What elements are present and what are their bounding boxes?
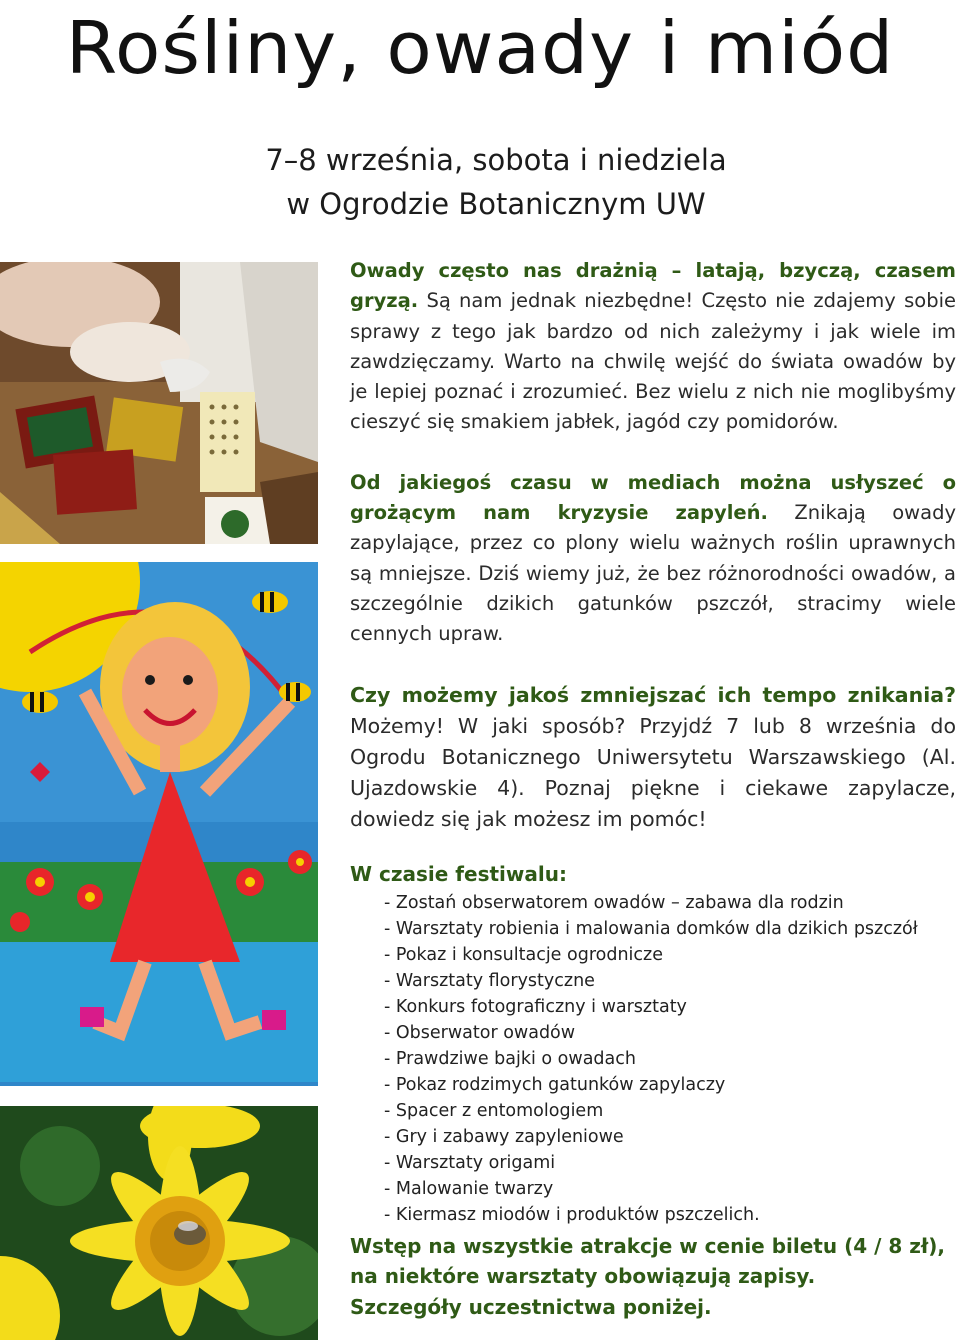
page-title: Rośliny, owady i miód [65,6,895,90]
festival-list [350,890,956,1228]
intro-paragraph [350,256,956,438]
event-date-line: 7–8 września, sobota i niedziela [265,143,727,177]
invite-paragraph [350,680,956,835]
list-item: - Malowanie twarzy [384,1178,554,1199]
admission-line-details: Szczegóły uczestnictwa poniżej. [350,1294,712,1319]
crisis-paragraph [350,468,956,650]
list-item: - Prawdziwe bajki o owadach [384,1048,636,1069]
list-item: - Pokaz rodzimych gatunków zapylaczy [384,1074,726,1095]
invite-text: Możemy! W jaki sposób? Przyjdź 7 lub 8 września do Ogrodu Botanicznego Uniwersytetu Warszawskiego (Al. Ujazdowskie 4). Poznaj piękne i ciekawe zapylacze, dowiedz się jak możesz im pomóc! [350,713,956,831]
list-item: - Spacer z entomologiem [384,1100,604,1121]
intro-bold: Owady często nas drażnią – latają, bzyczą, czasem gryzą. [350,259,956,313]
flower-bee-photo [0,1106,318,1340]
crisis-text: Znikają owady zapylające, przez co plony wielu ważnych roślin uprawnych są mniejsze. Dziś wiemy już, że bez różnorodności owadów, a szczególnie dzikich gatunków pszczół, stracimy wiele cennych upraw. [350,501,956,646]
festival-heading: W czasie festiwalu: [350,861,567,886]
list-item: - Pokaz i konsultacje ogrodnicze [384,944,663,965]
list-item: - Warsztaty origami [384,1152,556,1173]
list-item: - Kiermasz miodów i produktów pszczelich. [384,1204,760,1225]
admission-line-registration: na niektóre warsztaty obowiązują zapisy. [350,1264,816,1289]
workshop-photo [0,262,318,544]
event-dates [160,138,832,226]
child-drawing [0,562,318,1086]
invite-bold: Czy możemy jakoś zmniejszać ich tempo znikania? [350,682,956,707]
list-item: - Obserwator owadów [384,1022,576,1043]
photo-column [0,262,318,1340]
list-item: - Zostań obserwatorem owadów – zabawa dla rodzin [384,892,844,913]
main-text-column [350,256,956,1322]
admission-line-price: Wstęp na wszystkie atrakcje w cenie biletu (4 / 8 zł), [350,1233,946,1258]
list-item: - Warsztaty florystyczne [384,970,595,991]
intro-text: Są nam jednak niezbędne! Często nie zdajemy sobie sprawy z tego jak bardzo od nich zależymy i jak wiele im zawdzięczamy. Warto na chwilę wejść do świata owadów by je lepiej poznać i zrozumieć. Bez wielu z nich nie moglibyśmy cieszyć się smakiem jabłek, jagód czy pomidorów. [350,289,956,434]
list-item: - Konkurs fotograficzny i warsztaty [384,996,687,1017]
event-venue-line: w Ogrodzie Botanicznym UW [286,187,706,221]
crisis-bold: Od jakiegoś czasu w mediach można usłyszeć o grożącym nam kryzysie zapyleń. [350,470,956,525]
admission-info [350,1231,956,1323]
list-item: - Warsztaty robienia i malowania domków dla dzikich pszczół [384,918,918,939]
list-item: - Gry i zabawy zapyleniowe [384,1126,624,1147]
